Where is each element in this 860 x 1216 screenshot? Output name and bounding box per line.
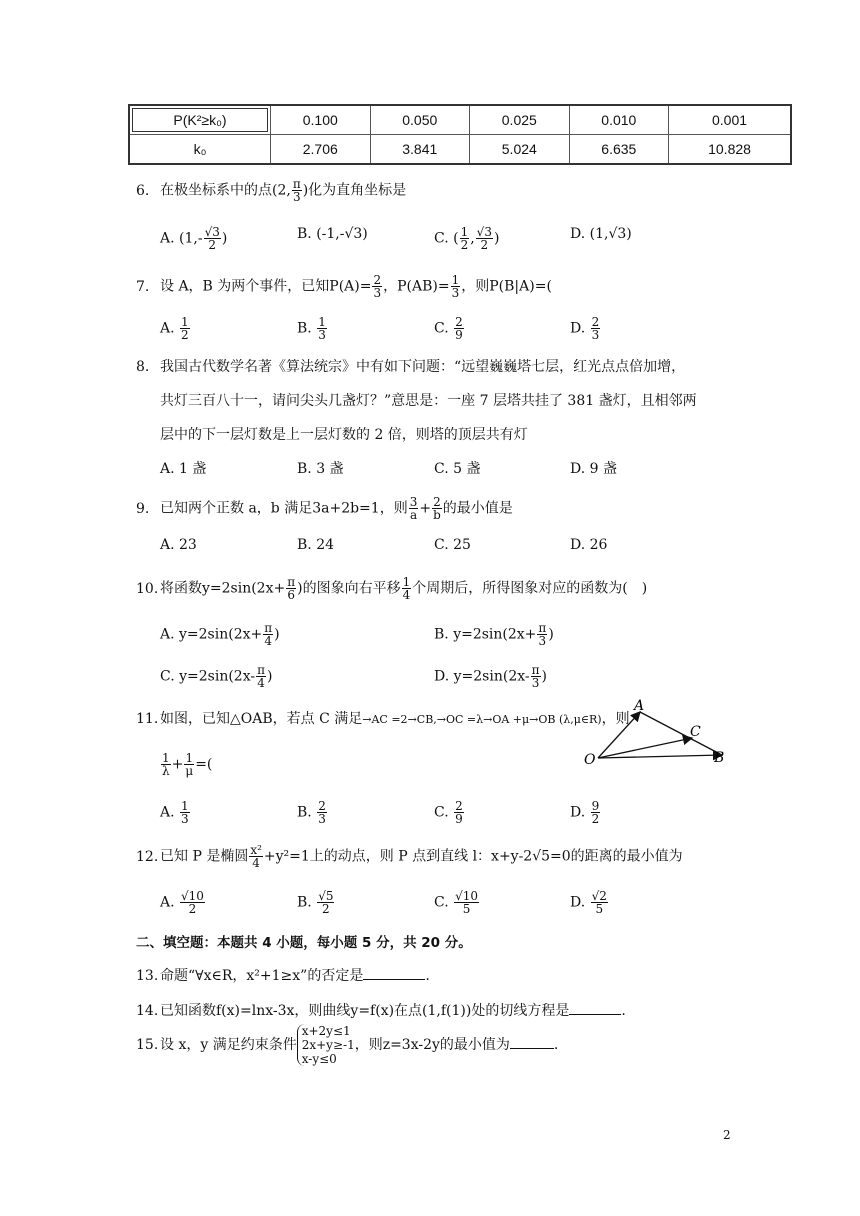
option-d: D. (1,√3) (570, 226, 632, 242)
table-cell: 0.001 (669, 105, 791, 135)
label-b: B (714, 750, 725, 766)
option-d: D. 9 盏 (570, 461, 617, 477)
table-cell: 6.635 (569, 135, 669, 165)
answer-blank[interactable] (510, 1036, 554, 1049)
table-cell: 2.706 (271, 135, 371, 165)
question-15: 15. 设 x，y 满足约束条件 x+2y≤1 2x+y≥-1 x-y≤0 ，则z=3x-2y的最小值为 . (136, 1024, 559, 1066)
table-cell: 10.828 (669, 135, 791, 165)
answer-blank[interactable] (569, 1002, 621, 1015)
option-b: B. y=2sin(2x+ $\frac{\pi}{3}$ ) (434, 621, 554, 648)
table-cell: 5.024 (470, 135, 570, 165)
question-7: 7. 设 A，B 为两个事件，已知P(A)= $\frac{2}{3}$ ，P(AB)= $\frac{1}{3}$ ，则P(B|A)=( (136, 273, 552, 300)
option-c: C. 5 盏 (434, 461, 481, 477)
option-d: D. y=2sin(2x- $\frac{\pi}{3}$ ) (434, 663, 547, 690)
option-b: B. $\frac{2}{3}$ (297, 799, 326, 826)
question-6: 6. 在极坐标系中的点(2, $\frac{\pi}{3}$ )化为直角坐标是 (136, 177, 407, 204)
triangle-figure (580, 696, 730, 770)
section-heading: 二、填空题：本题共 4 小题，每小题 5 分，共 20 分。 (136, 935, 472, 951)
option-c: C. $\frac{√10}{5}$ (434, 889, 479, 916)
table-row (129, 105, 791, 135)
vector-oa (598, 712, 640, 758)
option-c: C. $\frac{2}{9}$ (434, 799, 463, 826)
option-c: C. 25 (434, 537, 471, 553)
option-c: C. $\frac{2}{9}$ (434, 315, 463, 342)
option-d: D. 26 (570, 537, 608, 553)
table-row (129, 135, 791, 165)
label-a: A (634, 698, 645, 714)
option-d: D. $\frac{2}{3}$ (570, 315, 600, 342)
option-b: B. (-1,-√3) (297, 226, 368, 242)
page-number: 2 (723, 1128, 731, 1142)
option-a: A. $\frac{√10}{2}$ (160, 889, 204, 916)
option-c: C. y=2sin(2x- $\frac{\pi}{4}$ ) (160, 663, 273, 690)
question-11-line-2: $\frac{1}{\lambda}$ + $\frac{1}{\mu}$ =( (162, 751, 213, 778)
vector-ob (598, 755, 722, 758)
question-8-line-2: 共灯三百八十一，请问尖头几盏灯？”意思是：一座 7 层塔共挂了 381 盏灯，且相邻两 (160, 393, 697, 409)
question-13: 13. 命题“∀x∈R，x²+1≥x”的否定是 . (136, 968, 430, 984)
option-a: A. 23 (160, 537, 197, 553)
label-o: O (584, 752, 596, 768)
segment-ab (640, 712, 720, 754)
question-10: 10. 将函数y=2sin(2x+ $\frac{\pi}{6}$ )的图象向右平移 $\frac{1}{4}$ 个周期后，所得图象对应的函数为( ) (136, 575, 648, 602)
option-a: A. 1 盏 (160, 461, 207, 477)
question-9: 9. 已知两个正数 a，b 满足3a+2b=1，则 $\frac{3}{a}$ + $\frac{2}{b}$ 的最小值是 (136, 495, 513, 522)
table-cell: 0.010 (569, 105, 669, 135)
constraint-system: x+2y≤1 2x+y≥-1 x-y≤0 (297, 1024, 355, 1066)
label-c: C (690, 724, 701, 740)
table-cell: 0.025 (470, 105, 570, 135)
question-8: 8. 我国古代数学名著《算法统宗》中有如下问题：“远望巍巍塔七层，红光点点倍加增， (136, 359, 686, 375)
option-b: B. 24 (297, 537, 335, 553)
table-cell: k₀ (129, 135, 271, 165)
option-c: C. ( $\frac{1}{2}$ , $\frac{√3}{2}$ ) (434, 225, 500, 252)
question-11: 11. 如图，已知△OAB，若点 C 满足→AC =2→CB,→OC =λ→OA +μ→OB (λ,μ∈R)，则 (136, 711, 630, 727)
option-d: D. $\frac{√2}{5}$ (570, 889, 607, 916)
vector-oc (598, 738, 692, 758)
option-d: D. $\frac{9}{2}$ (570, 799, 600, 826)
table-cell: 3.841 (370, 135, 470, 165)
option-a: A. $\frac{1}{3}$ (160, 799, 189, 826)
table-cell: P(K²≥k₀) (132, 108, 268, 132)
critical-value-table (128, 104, 792, 165)
question-8-line-3: 层中的下一层灯数是上一层灯数的 2 倍，则塔的顶层共有灯 (160, 427, 528, 443)
option-b: B. 3 盏 (297, 461, 344, 477)
question-14: 14. 已知函数f(x)=lnx-3x，则曲线y=f(x)在点(1,f(1))处的切线方程是 . (136, 1003, 626, 1019)
option-b: B. $\frac{√5}{2}$ (297, 889, 334, 916)
answer-blank[interactable] (363, 967, 425, 980)
option-b: B. $\frac{1}{3}$ (297, 315, 326, 342)
table-cell: 0.050 (370, 105, 470, 135)
option-a: A. (1,- $\frac{√3}{2}$ ) (160, 225, 228, 252)
option-a: A. y=2sin(2x+ $\frac{\pi}{4}$ ) (160, 621, 280, 648)
table-cell: 0.100 (271, 105, 371, 135)
option-a: A. $\frac{1}{2}$ (160, 315, 189, 342)
question-12: 12. 已知 P 是椭圆 $\frac{\text{x²}}{4}$ +y²=1上的动点，则 P 点到直线 l：x+y-2√5=0的距离的最小值为 (136, 843, 683, 870)
